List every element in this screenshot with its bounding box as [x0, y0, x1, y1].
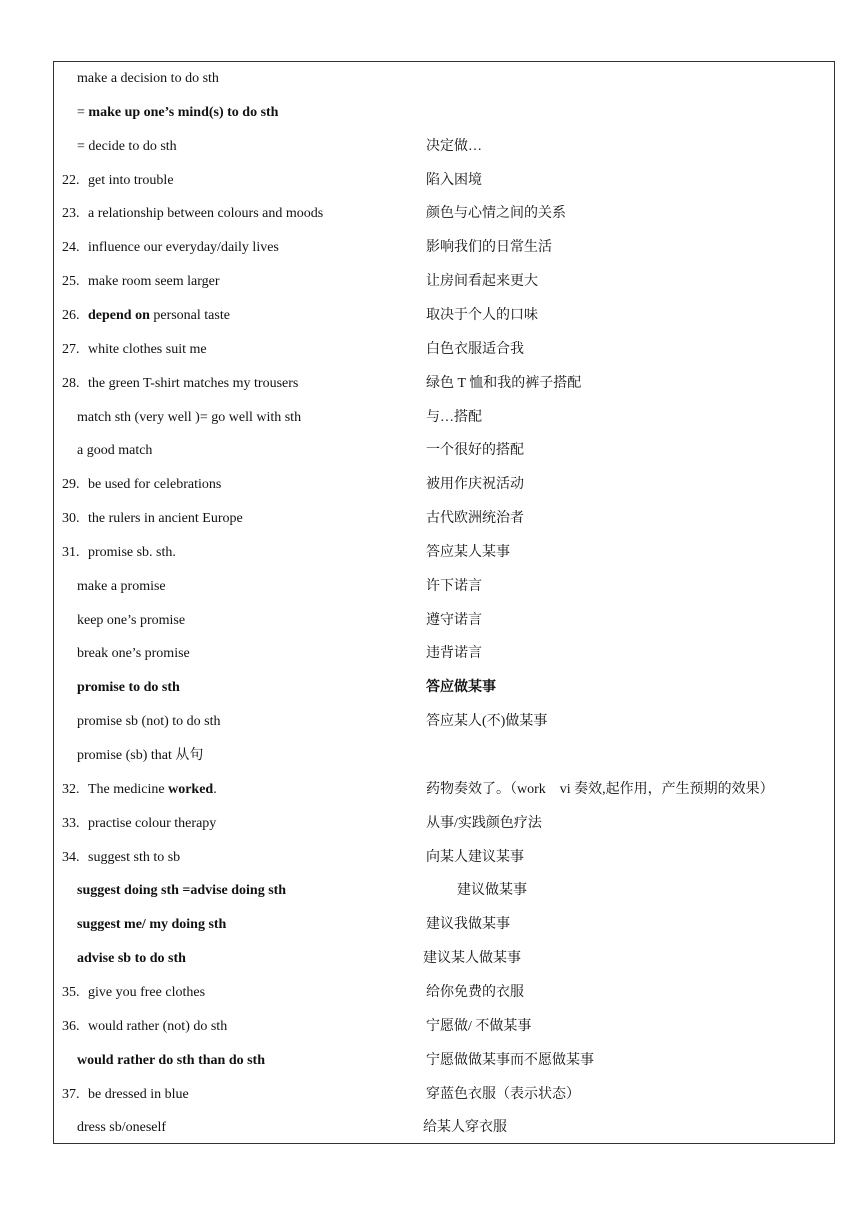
phrase-segment: make a decision to do sth [77, 71, 219, 86]
list-item [0, 164, 860, 198]
english-phrase [77, 637, 190, 671]
chinese-translation: 答应做某事 [426, 680, 496, 696]
chinese-translation: 与…搭配 [426, 409, 482, 425]
phrase-segment: influence our everyday/daily lives [88, 240, 279, 256]
chinese-translation: 许下诺言 [426, 578, 482, 594]
phrase-segment: depend on [88, 307, 150, 323]
chinese-translation: 被用作庆祝活动 [426, 477, 524, 493]
english-phrase [77, 1111, 166, 1145]
phrase-segment: suggest me/ my doing sth [77, 917, 227, 933]
phrase-segment: promise sb. sth. [88, 544, 176, 560]
phrase-segment: the green T-shirt matches my trousers [88, 375, 299, 391]
list-item [0, 942, 860, 976]
chinese-translation: 向某人建议某事 [426, 849, 524, 865]
chinese-translation: 建议做某事 [457, 883, 527, 899]
list-item [0, 908, 860, 942]
english-phrase [62, 807, 216, 841]
list-item [0, 739, 860, 773]
list-item [0, 130, 860, 164]
phrase-segment: break one’s promise [77, 646, 190, 662]
list-item [0, 705, 860, 739]
english-phrase [77, 908, 226, 942]
phrase-segment: be used for celebrations [88, 477, 222, 493]
item-number: 36. [62, 1018, 80, 1034]
chinese-translation: 决定做… [426, 138, 482, 154]
phrase-segment: suggest sth to sb [88, 849, 181, 865]
phrase-segment: worked [168, 781, 214, 797]
phrase-segment: = decide to do sth [77, 138, 177, 154]
phrase-segment: promise to do sth [77, 680, 180, 696]
list-item [0, 604, 860, 638]
item-number: 31. [62, 544, 80, 560]
chinese-translation: 取决于个人的口味 [426, 307, 538, 323]
phrase-segment: give you free clothes [88, 984, 206, 1000]
phrase-segment: would rather do sth than do sth [77, 1052, 266, 1068]
english-phrase [62, 841, 180, 875]
english-phrase [62, 197, 323, 231]
english-phrase [62, 265, 220, 299]
list-item [0, 976, 860, 1010]
english-phrase [62, 773, 217, 807]
chinese-translation: 违背诺言 [426, 646, 482, 662]
chinese-translation: 宁愿做做某事而不愿做某事 [426, 1052, 594, 1068]
english-phrase [77, 874, 286, 908]
phrase-segment: The medicine [88, 781, 169, 797]
list-item [0, 62, 860, 96]
list-item [0, 468, 860, 502]
phrase-segment: would rather (not) do sth [88, 1018, 228, 1034]
phrase-segment: make a promise [77, 578, 166, 594]
english-phrase [62, 367, 298, 401]
list-item [0, 1078, 860, 1112]
list-item [0, 570, 860, 604]
phrase-segment: a good match [77, 443, 153, 459]
phrase-segment: keep one’s promise [77, 612, 186, 628]
item-number: 33. [62, 815, 80, 831]
item-number: 35. [62, 984, 80, 1000]
phrase-segment: make room seem larger [88, 274, 220, 290]
chinese-translation: 宁愿做/ 不做某事 [426, 1018, 532, 1034]
item-number: 30. [62, 511, 80, 527]
chinese-translation: 遵守诺言 [426, 612, 482, 628]
english-phrase [62, 1078, 189, 1112]
english-phrase [62, 976, 205, 1010]
list-item [0, 1044, 860, 1078]
list-item [0, 671, 860, 705]
english-phrase [77, 604, 185, 638]
phrase-segment: promise sb (not) to do sth [77, 714, 221, 730]
english-phrase [77, 705, 221, 739]
english-phrase [62, 333, 207, 367]
chinese-translation: 陷入困境 [426, 172, 482, 188]
chinese-translation: 建议某人做某事 [423, 951, 521, 967]
list-item [0, 502, 860, 536]
list-item [0, 197, 860, 231]
english-phrase [77, 401, 301, 435]
english-phrase [77, 739, 203, 773]
item-number: 25. [62, 274, 80, 290]
list-item [0, 1010, 860, 1044]
phrase-segment: suggest doing sth =advise doing sth [77, 883, 287, 899]
english-phrase [62, 231, 279, 265]
list-item [0, 1111, 860, 1145]
phrase-segment: white clothes suit me [88, 341, 207, 357]
english-phrase [62, 536, 176, 570]
phrase-segment: the rulers in ancient Europe [88, 511, 243, 527]
phrase-segment: advise sb to do sth [77, 951, 186, 967]
chinese-translation: 影响我们的日常生活 [426, 240, 552, 256]
list-item [0, 637, 860, 671]
english-phrase [62, 502, 243, 536]
phrase-segment: get into trouble [88, 172, 174, 188]
phrase-segment: practise colour therapy [88, 815, 217, 831]
list-item [0, 536, 860, 570]
chinese-translation: 颜色与心情之间的关系 [426, 206, 566, 222]
item-number: 34. [62, 849, 80, 865]
phrase-segment: be dressed in blue [88, 1086, 189, 1102]
list-item [0, 367, 860, 401]
english-phrase [77, 96, 278, 130]
chinese-translation: 让房间看起来更大 [426, 274, 538, 290]
english-phrase [77, 130, 177, 164]
item-number: 28. [62, 375, 80, 391]
english-phrase [77, 434, 152, 468]
chinese-translation: 答应某人某事 [426, 544, 510, 560]
item-number: 29. [62, 477, 80, 493]
english-phrase [62, 299, 230, 333]
chinese-translation: 一个很好的搭配 [426, 443, 524, 459]
phrase-segment: . [213, 781, 217, 797]
item-number: 32. [62, 781, 80, 797]
phrase-segment: promise (sb) that 从句 [77, 748, 204, 763]
english-phrase [77, 942, 186, 976]
item-number: 24. [62, 240, 80, 256]
list-item [0, 841, 860, 875]
item-number: 37. [62, 1086, 80, 1102]
list-item [0, 265, 860, 299]
chinese-translation: 从事/实践颜色疗法 [426, 815, 542, 831]
item-number: 27. [62, 341, 80, 357]
list-item [0, 807, 860, 841]
english-phrase [62, 164, 174, 198]
phrase-segment: dress sb/oneself [77, 1120, 167, 1136]
phrase-segment: make up one’s mind(s) to do sth [88, 104, 279, 120]
chinese-translation: 建议我做某事 [426, 917, 510, 933]
phrase-segment: = [77, 104, 89, 120]
item-number: 22. [62, 172, 80, 188]
phrase-segment: personal taste [149, 307, 230, 323]
list-item [0, 773, 860, 807]
chinese-translation: 给你免费的衣服 [426, 984, 524, 1000]
chinese-translation: 古代欧洲统治者 [426, 511, 524, 527]
english-phrase [62, 1010, 227, 1044]
english-phrase [77, 570, 166, 604]
english-phrase [62, 468, 221, 502]
item-number: 23. [62, 206, 80, 222]
phrase-segment: a relationship between colours and moods [88, 206, 324, 222]
list-item [0, 299, 860, 333]
list-item [0, 231, 860, 265]
chinese-translation: 药物奏效了。（work vi 奏效,起作用，产生预期的效果） [426, 781, 774, 797]
chinese-translation: 穿蓝色衣服（表示状态） [426, 1086, 580, 1102]
chinese-translation: 绿色 T 恤和我的裤子搭配 [426, 375, 582, 391]
english-phrase [77, 1044, 265, 1078]
list-item [0, 874, 860, 908]
english-phrase [77, 62, 219, 96]
english-phrase [77, 671, 180, 705]
list-item [0, 333, 860, 367]
chinese-translation: 白色衣服适合我 [426, 341, 524, 357]
list-item [0, 401, 860, 435]
chinese-translation: 答应某人(不)做某事 [426, 714, 548, 730]
list-item [0, 434, 860, 468]
list-item [0, 96, 860, 130]
chinese-translation: 给某人穿衣服 [423, 1120, 507, 1136]
phrase-segment: match sth (very well )= go well with sth [77, 409, 302, 425]
item-number: 26. [62, 307, 80, 323]
